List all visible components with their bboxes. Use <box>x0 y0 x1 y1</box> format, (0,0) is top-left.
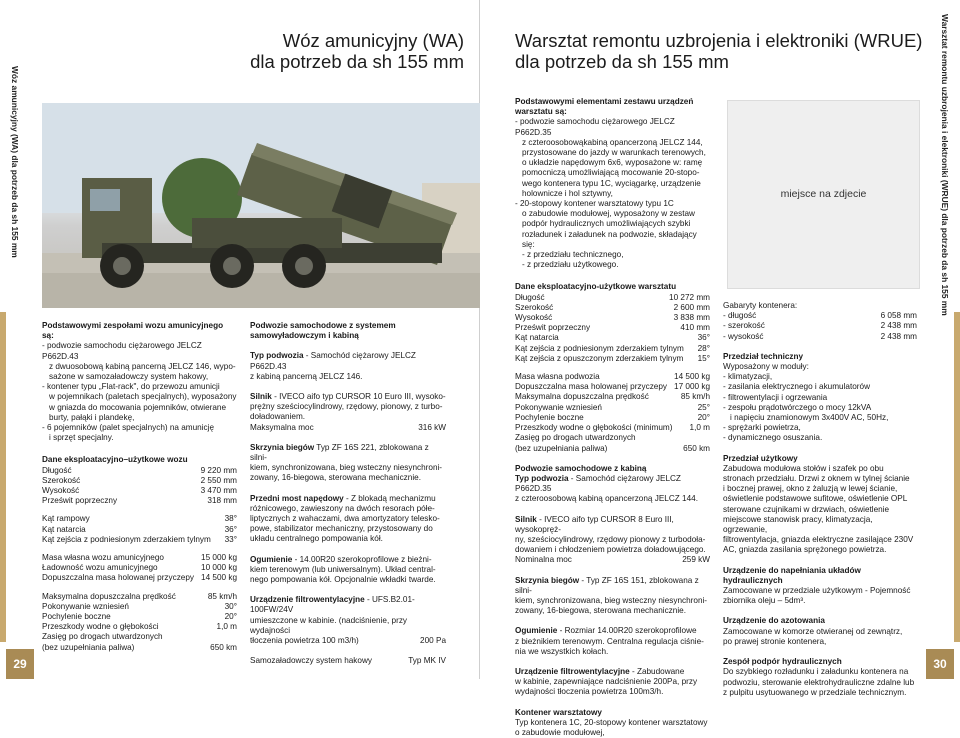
spec-key: Pokonywanie wzniesień <box>515 402 602 412</box>
lb-ogum-label: Ogumienie <box>250 554 293 564</box>
spec-value: 38° <box>224 514 237 524</box>
rb-s2-head: Przedział użytkowy <box>723 453 798 463</box>
spec-key: - szerokość <box>723 321 765 331</box>
spec-key: Pochylenie boczne <box>515 412 584 422</box>
ra-line: rozładunek i załadunek na podwozie, składający się: <box>522 229 697 249</box>
rb-s2-line: stronach przedziału. Drzwi z oknem w tylnej ścianie <box>723 474 910 484</box>
lb-filtr-line: - UFS.B2.01-100FW/24V <box>250 595 415 615</box>
rb-s3-line: Zamocowane w przedziale użytkowym - Pojemność <box>723 586 911 596</box>
spec-key: Maksymalna dopuszczalna prędkość <box>515 392 649 402</box>
spec-row <box>515 382 710 392</box>
ra-skrzynia-label: Skrzynia biegów <box>515 575 580 585</box>
la-line: - podwozie samochodu ciężarowego JELCZ P662D.43 <box>42 341 202 361</box>
ra-group-1 <box>515 293 710 364</box>
spec-value: 36° <box>697 333 710 343</box>
rb-gab-head: Gabaryty kontenera: <box>723 301 798 310</box>
lb-samo-row <box>250 656 446 666</box>
lb-ogum-line: - 14.00R20 szerokoprofilowe z bieżni- <box>292 554 432 564</box>
spec-row <box>42 466 237 476</box>
page-number-right: 30 <box>926 649 954 679</box>
ra-moc-value: 259 kW <box>682 555 710 565</box>
spec-key: Przeszkody wodne o głębokości (minimum) <box>515 423 673 433</box>
ra-filtr-line: - Zabudowane <box>629 666 685 676</box>
lb-ogum-line: kiem terenowym (lub uniwersalnym). Układ central- <box>250 564 436 574</box>
spec-row <box>515 344 710 354</box>
lb-silnik-line: prężny sześciocylindrowy, rzędowy, pionowy, z turbo- <box>250 402 443 412</box>
spec-value: 28° <box>697 343 710 353</box>
spec-key: - wysokość <box>723 331 764 341</box>
spec-key: Kąt natarcia <box>42 524 86 534</box>
spec-key: Kąt zejścia z podniesionym zderzakiem tylnym <box>515 343 684 353</box>
lb-ogum <box>250 555 446 565</box>
ra-skrzynia-line: - Typ ZF 16S 151, zblokowana z silni- <box>515 575 699 595</box>
spec-value: 10 000 kg <box>201 563 237 573</box>
rb-s2-line: miejscowe stanowisk pracy, klimatyzacja, ogrzewanie, <box>723 514 873 535</box>
spec-value: 9 220 mm <box>200 465 237 475</box>
spec-row <box>42 643 237 653</box>
lb-head2: samowyładowczym i kabiną <box>250 331 359 341</box>
rb-s2-line: AC, gniazda zasilania sprężonego powietrza. <box>723 545 887 555</box>
spec-row <box>42 525 237 535</box>
spec-row <box>723 321 917 331</box>
spec-value: 33° <box>224 534 237 544</box>
spec-row <box>515 303 710 313</box>
ra-typ-label: Typ podwozia <box>515 473 569 483</box>
la-data-head: Dane eksploatacyjno–użytkowe wozu <box>42 455 188 465</box>
left-title-line2: dla potrzeb da sh 155 mm <box>250 51 464 72</box>
spec-row <box>42 553 237 563</box>
lb-typ <box>250 351 446 371</box>
page-number-left: 29 <box>6 649 34 679</box>
ra-filtr-line: w kabinie, zapewniające nadciśnienie 200Pa, przy <box>515 677 698 687</box>
spec-key: Dopuszczalna masa holowanej przyczepy <box>42 573 195 583</box>
spec-row <box>42 632 237 642</box>
ra-pod-head: Podwozie samochodowe z kabiną <box>515 463 647 473</box>
spec-key: Maksymalna dopuszczalna prędkość <box>42 591 176 601</box>
rb-s2-line: oświetlenie podstawowe sufitowe, oświetlenie OPL <box>723 494 908 504</box>
ra-moc-key: Nominalna moc <box>515 555 572 565</box>
page-fold <box>479 0 480 679</box>
spec-value: 2 438 mm <box>880 331 917 341</box>
spec-key: Szerokość <box>42 475 81 485</box>
spec-key: Wysokość <box>515 313 553 323</box>
spec-row <box>42 622 237 632</box>
rb-s1-head: Przedział techniczny <box>723 351 804 361</box>
spec-value: 650 km <box>683 443 710 453</box>
lb-filtr <box>250 595 446 615</box>
rb-s1-line: i napięciu znamionowym 3x400V AC, 50Hz, <box>730 413 889 423</box>
spec-value: 85 km/h <box>207 591 237 601</box>
lb-skrzynia-line: kiem, synchronizowana, bieg wsteczny niesynchroni- <box>250 463 443 473</box>
left-side-label: Wóz amunicyjny (WA) dla potrzeb da sh 155 mm <box>10 66 21 258</box>
ra-line: - 20-stopowy kontener warsztatowy typu 1C <box>515 199 674 209</box>
spec-value: 20° <box>224 612 237 622</box>
left-accent-bar <box>0 312 6 642</box>
spec-row <box>515 433 710 443</box>
spec-key: Pokonywanie wzniesień <box>42 601 129 611</box>
spec-row <box>42 612 237 622</box>
left-title-line1: Wóz amunicyjny (WA) <box>282 30 464 51</box>
ra-kont-head: Kontener warsztatowy <box>515 707 602 717</box>
ra-skrzynia <box>515 576 710 596</box>
lb-filtr-value: 200 Pa <box>420 636 446 646</box>
la-group-4 <box>42 592 237 653</box>
lb-silnik-line: doładowaniem. <box>250 412 306 422</box>
lb-naped-label: Przedni most napędowy <box>250 493 344 503</box>
spec-key: Szerokość <box>515 302 554 312</box>
spec-key: Zasięg po drogach utwardzonych <box>515 433 636 443</box>
spec-key: Kąt natarcia <box>515 333 559 343</box>
rb-s2-line: i bocznej prawej, okno z żaluzją w lewej ścianie, <box>723 484 898 494</box>
ra-silnik-line: - IVECO aifo typ CURSOR 8 Euro III, wysokopręż- <box>515 514 674 534</box>
rb-s5-line: Do szybkiego rozładunku i załadunku kontenera na <box>723 667 909 677</box>
ra-line: - z przedziału użytkowego. <box>522 260 619 270</box>
spec-value: 17 000 kg <box>674 382 710 392</box>
la-line: burty, pałąki i plandekę, <box>49 412 135 422</box>
rb-s1-line: - dynamicznego osuszania. <box>723 433 823 443</box>
spec-value: 6 058 mm <box>880 311 917 321</box>
lb-moc-row <box>250 423 446 433</box>
ra-line: wego kontenera typu 1C, wyciągarkę, urządzenie <box>522 178 701 188</box>
spec-key: Zasięg po drogach utwardzonych <box>42 632 163 642</box>
lb-moc-value: 316 kW <box>418 422 446 432</box>
spec-row <box>515 444 710 454</box>
rb-s4-line: po prawej stronie kontenera, <box>723 636 827 646</box>
photo-placeholder-label: miejsce na zdjecie <box>780 188 867 201</box>
lb-naped-line: różnicowego, zawieszony na dwóch resorach półe- <box>250 503 435 513</box>
rb-s1-line: - zespołu prądotwórczego o mocy 12kVA <box>723 402 872 412</box>
ra-skrzynia-line: zowany, 16-biegowa, sterowana mechanicznie. <box>515 606 686 616</box>
right-column-a <box>515 97 710 738</box>
lb-filtr-label: Urządzenie filtrowentylacyjne <box>250 595 365 605</box>
spec-key: Kąt zejścia z opuszczonym zderzakiem tylnym <box>515 353 684 363</box>
spec-row <box>515 354 710 364</box>
ra-silnik-line: ny, sześciocylindrowy, rzędowy pionowy z turbodoła- <box>515 534 706 544</box>
spec-key: Kąt rampowy <box>42 514 90 524</box>
lb-silnik-line: - IVECO aifo typ CURSOR 10 Euro III, wysoko- <box>271 392 446 402</box>
lb-naped <box>250 494 446 504</box>
spec-value: 30° <box>224 601 237 611</box>
spec-value: 650 km <box>210 642 237 652</box>
right-column-b <box>723 301 917 698</box>
lb-skrzynia-label: Skrzynia biegów <box>250 442 315 452</box>
lb-typ-label: Typ podwozia <box>250 351 304 361</box>
la-line: - 6 pojemników (palet specjalnych) na amunicję <box>42 423 215 433</box>
ra-typ <box>515 474 710 494</box>
lb-samo-value: Typ MK IV <box>408 656 446 666</box>
right-side-label: Warsztat remontu uzbrojenia i elektroniki (WRUE) dla potrzeb da sh 155 mm <box>940 14 950 316</box>
spec-row <box>515 333 710 343</box>
ra-line: z czteroosobowąkabiną opancerzoną JELCZ 144, <box>522 137 703 147</box>
spec-value: 14 500 kg <box>201 573 237 583</box>
spec-key: Dopuszczalna masa holowanej przyczepy <box>515 382 668 392</box>
spec-key: Pochylenie boczne <box>42 612 111 622</box>
la-group-3 <box>42 553 237 584</box>
spec-row <box>42 573 237 583</box>
ra-head1: Podstawowymi elementami zestawu urządzeń <box>515 97 694 106</box>
ra-line: - z przedziału technicznego, <box>522 250 624 260</box>
right-accent-bar <box>954 312 960 642</box>
left-column-b <box>250 321 446 666</box>
spec-key: Masa własna wozu amunicyjnego <box>42 553 164 563</box>
spec-key: (bez uzupełniania paliwa) <box>42 642 135 652</box>
right-page-title <box>515 30 922 72</box>
lb-moc-key: Maksymalna moc <box>250 422 314 432</box>
spec-row <box>42 476 237 486</box>
ra-silnik <box>515 515 710 535</box>
spec-value: 15° <box>697 353 710 363</box>
lb-skrzynia-line: zowany, 16-biegowa, sterowana mechanicznie. <box>250 473 421 483</box>
rb-s1-line: Wyposażony w moduły: <box>723 362 809 372</box>
ra-ogum-label: Ogumienie <box>515 626 558 636</box>
spec-row <box>515 293 710 303</box>
rb-s4-head: Urządzenie do azotowania <box>723 616 825 626</box>
lb-naped-line: powe, stabilizator mechaniczny, przystosowany do <box>250 524 433 534</box>
spec-value: 1,0 m <box>689 423 710 433</box>
ra-skrzynia-line: kiem, synchronizowana, bieg wsteczny niesynchroni- <box>515 595 708 605</box>
spec-row <box>515 413 710 423</box>
lb-skrzynia <box>250 443 446 463</box>
spec-key: Długość <box>515 292 545 302</box>
rb-s5-line: z pulpitu usytuowanego w przedziale technicznym. <box>723 687 907 697</box>
lb-samo-key: Samozaładowczy system hakowy <box>250 656 372 666</box>
ra-filtr <box>515 667 710 677</box>
rb-s3-head: Urządzenie do napełniania układów hydraulicznych <box>723 565 861 585</box>
ra-line: pomocniczą umożliwiającą mocowanie 20-stopo- <box>522 168 700 178</box>
spec-key: Długość <box>42 465 72 475</box>
ra-ogum-line: - Rozmiar 14.00R20 szerokoprofilowe <box>557 626 697 636</box>
la-group-2 <box>42 514 237 545</box>
ra-ogum <box>515 626 710 636</box>
lb-naped-line: - Z blokadą mechanizmu <box>343 493 436 503</box>
right-title-line1: Warsztat remontu uzbrojenia i elektroniki (WRUE) <box>515 30 923 51</box>
lb-ogum-line: nego pompowania kół. Opcjonalnie wkładki twarde. <box>250 575 436 585</box>
spec-key: Kąt zejścia z podniesionym zderzakiem tylnym <box>42 534 211 544</box>
ra-head2: warsztatu są: <box>515 107 567 117</box>
rb-s4-line: Zamocowane w komorze otwieranej od zewnątrz, <box>723 626 903 636</box>
rb-s2-line: sterowane czujnikami w drzwiach, oświetlenie <box>723 504 890 514</box>
spec-row <box>515 392 710 402</box>
rb-s3-line: zbiornika oleju – 5dm³. <box>723 596 806 606</box>
spec-key: Prześwit poprzeczny <box>42 496 118 506</box>
ra-filtr-line: wydajności tłoczenia powietrza 100m3/h. <box>515 687 664 697</box>
spec-value: 2 550 mm <box>200 475 237 485</box>
spec-row <box>515 313 710 323</box>
spec-row <box>42 514 237 524</box>
truck-illustration <box>42 103 480 308</box>
rb-s1-line: - sprężarki powietrza, <box>723 423 801 433</box>
la-head: Podstawowymi zespołami wozu amunicyjnego są: <box>42 321 224 341</box>
ra-data-head: Dane eksploatacyjno-użytkowe warsztatu <box>515 282 677 292</box>
left-side-strip <box>0 0 30 679</box>
ra-line: holownicze i hol sztywny, <box>522 188 613 198</box>
la-group-1 <box>42 466 237 507</box>
spec-value: 14 500 kg <box>674 372 710 382</box>
spec-value: 85 km/h <box>680 392 710 402</box>
spec-row <box>42 563 237 573</box>
ra-filtr-label: Urządzenie filtrowentylacyjne <box>515 666 630 676</box>
left-page-title <box>250 30 464 72</box>
spec-key: (bez uzupełniania paliwa) <box>515 443 608 453</box>
lb-naped-line: liptycznych z wahaczami, dwa amortyzatory telesko- <box>250 514 440 524</box>
spec-key: Ładowność wozu amunicyjnego <box>42 563 158 573</box>
spec-row <box>515 323 710 333</box>
ra-kont-line: Typ kontenera 1C, 20-stopowy kontener warsztatowy <box>515 717 708 727</box>
ra-typ-line2: z czteroosobową kabiną opancerzoną JELCZ 144. <box>515 494 698 504</box>
spec-row <box>42 486 237 496</box>
spec-row <box>42 592 237 602</box>
la-line: sażone w samozaładowczy system hakowy, <box>49 372 209 382</box>
spec-key: Przeszkody wodne o głębokości <box>42 622 159 632</box>
spec-row <box>42 496 237 506</box>
la-line: w pojemnikach (paletach specjalnych), wyposażony <box>49 392 237 402</box>
rb-s1-line: - klimatyzacji, <box>723 372 773 382</box>
ra-group-2 <box>515 372 710 454</box>
lb-typ-text: - Samochód ciężarowy JELCZ P662D.43 <box>250 351 416 371</box>
spec-value: 36° <box>224 524 237 534</box>
spec-row <box>42 602 237 612</box>
spec-value: 3 838 mm <box>673 313 710 323</box>
ra-silnik-label: Silnik <box>515 514 537 524</box>
spec-value: 3 470 mm <box>200 486 237 496</box>
lb-filtr-row <box>250 636 446 646</box>
ammunition-truck-photo <box>42 103 480 308</box>
left-column-a <box>42 321 237 653</box>
ra-line: podpór hydraulicznych umożliwiających szybki <box>522 219 691 229</box>
rb-s2-line: filtrowentylacja, gniazda elektryczne zasilające 230V <box>723 535 914 545</box>
spec-value: 15 000 kg <box>201 553 237 563</box>
photo-placeholder <box>727 100 920 289</box>
spec-value: 20° <box>697 412 710 422</box>
spec-row <box>515 372 710 382</box>
spec-key: - długość <box>723 311 757 321</box>
spec-value: 25° <box>697 402 710 412</box>
lb-filtr-line: tłoczenia powietrza 100 m3/h) <box>250 636 359 646</box>
spec-key: Prześwit poprzeczny <box>515 323 591 333</box>
lb-silnik-label: Silnik <box>250 392 272 402</box>
la-line: w gniazda do mocowania pojemników, otwierane <box>49 402 227 412</box>
spec-key: Wysokość <box>42 486 80 496</box>
ra-line: przystosowane do jazdy w warunkach terenowych, <box>522 148 706 158</box>
ra-kont-line: o zabudowie modułowej, <box>515 727 605 737</box>
la-line: - kontener typu „Flat-rack", do przewozu amunicji <box>42 382 220 392</box>
spec-row <box>723 311 917 321</box>
spec-value: 2 438 mm <box>880 321 917 331</box>
rb-s5-line: podwoziu, sterowanie elektrohydrauliczne zdalne lub <box>723 677 915 687</box>
spec-key: Masa własna podwozia <box>515 372 600 382</box>
ra-moc-row <box>515 555 710 565</box>
spec-value: 318 mm <box>207 496 237 506</box>
ra-silnik-line: dowaniem i chłodzeniem powietrza doładowującego. <box>515 545 706 555</box>
ra-line: - podwozie samochodu ciężarowego JELCZ P662D.35 <box>515 117 675 137</box>
lb-skrzynia-line: Typ ZF 16S 221, zblokowana z silni- <box>250 442 429 463</box>
ra-ogum-line: nia we wszystkich kołach. <box>515 646 609 656</box>
rb-s1-line: - filtrowentylacji i ogrzewania <box>723 392 828 402</box>
spec-value: 410 mm <box>680 323 710 333</box>
spec-row <box>515 423 710 433</box>
ra-line: o układzie napędowym 6x6, wyposażone w: ramę <box>522 158 703 168</box>
lb-filtr-line: umieszczone w kabinie. (nadciśnienie, przy wydajności <box>250 615 408 635</box>
rb-s2-line: Zabudowa modułowa stołów i szafek po obu <box>723 463 884 473</box>
spec-row <box>515 403 710 413</box>
lb-naped-line: układu centralnego pompowania kół. <box>250 534 383 544</box>
lb-typ-line2: z kabiną pancerną JELCZ 146. <box>250 371 363 381</box>
ra-typ-text: - Samochód ciężarowy JELCZ P662D.35 <box>515 473 681 494</box>
rb-s1-line: - zasilania elektrycznego i akumulatorów <box>723 382 870 392</box>
lb-silnik <box>250 392 446 402</box>
spec-value: 1,0 m <box>216 622 237 632</box>
spec-value: 10 272 mm <box>669 292 710 302</box>
rb-s5-head: Zespół podpór hydraulicznych <box>723 657 842 667</box>
right-title-line2: dla potrzeb da sh 155 mm <box>515 51 729 72</box>
spec-row <box>42 535 237 545</box>
la-line: z dwuosobową kabiną pancerną JELCZ 146, wypo- <box>49 361 236 371</box>
spec-row <box>723 332 917 342</box>
ra-line: o zabudowie modułowej, wyposażony w zestaw <box>522 209 695 219</box>
spec-value: 2 600 mm <box>673 302 710 312</box>
lb-head1: Podwozie samochodowe z systemem <box>250 321 396 330</box>
la-line: i sprzęt specjalny. <box>49 433 114 443</box>
ra-ogum-line: z bieżnikiem terenowym. Centralna regulacja ciśnie- <box>515 636 704 646</box>
right-side-strip <box>930 0 960 679</box>
